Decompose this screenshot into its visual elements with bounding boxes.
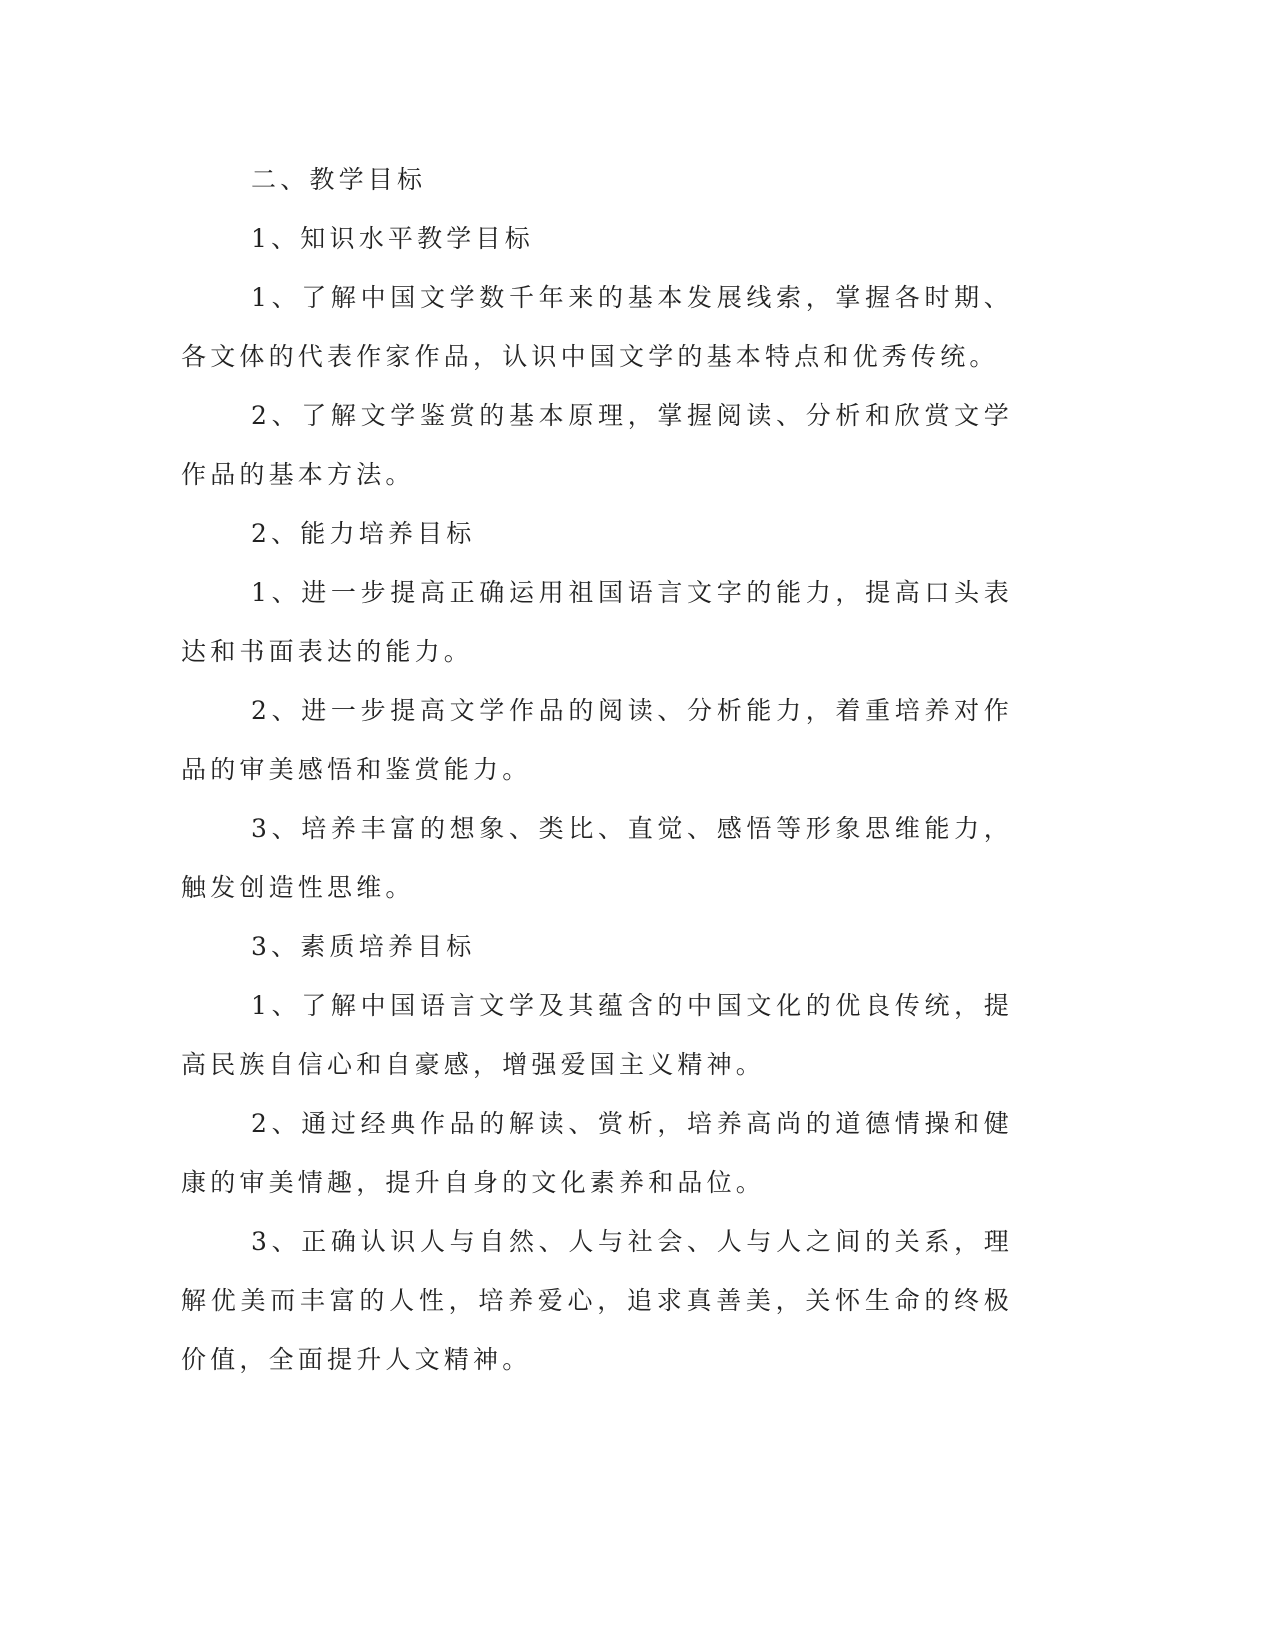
section-heading: 二、教学目标 <box>251 165 427 194</box>
paragraph-knowledge-1: 1、了解中国文学数千年来的基本发展线索，掌握各时期、各文体的代表作家作品，认识中国文学的基本特点和优秀传统。 <box>181 283 1013 371</box>
paragraph-ability-1: 1、进一步提高正确运用祖国语言文字的能力，提高口头表达和书面表达的能力。 <box>181 578 1013 666</box>
paragraph-ability-3: 3、培养丰富的想象、类比、直觉、感悟等形象思维能力，触发创造性思维。 <box>181 814 1013 902</box>
paragraph-quality-2: 2、通过经典作品的解读、赏析，培养高尚的道德情操和健康的审美情趣，提升自身的文化素养和品位。 <box>181 1109 1013 1197</box>
subsection-heading-knowledge: 1、知识水平教学目标 <box>251 224 534 253</box>
subsection-heading-quality: 3、素质培养目标 <box>251 932 476 961</box>
paragraph-quality-3: 3、正确认识人与自然、人与社会、人与人之间的关系，理解优美而丰富的人性，培养爱心，追求真善美，关怀生命的终极价值，全面提升人文精神。 <box>181 1227 1013 1374</box>
paragraph-quality-1: 1、了解中国语言文学及其蕴含的中国文化的优良传统，提高民族自信心和自豪感，增强爱国主义精神。 <box>181 991 1013 1079</box>
paragraph-ability-2: 2、进一步提高文学作品的阅读、分析能力，着重培养对作品的审美感悟和鉴赏能力。 <box>181 696 1013 784</box>
subsection-heading-ability: 2、能力培养目标 <box>251 519 476 548</box>
paragraph-knowledge-2: 2、了解文学鉴赏的基本原理，掌握阅读、分析和欣赏文学作品的基本方法。 <box>181 401 1013 489</box>
document-page <box>181 150 1013 1389</box>
